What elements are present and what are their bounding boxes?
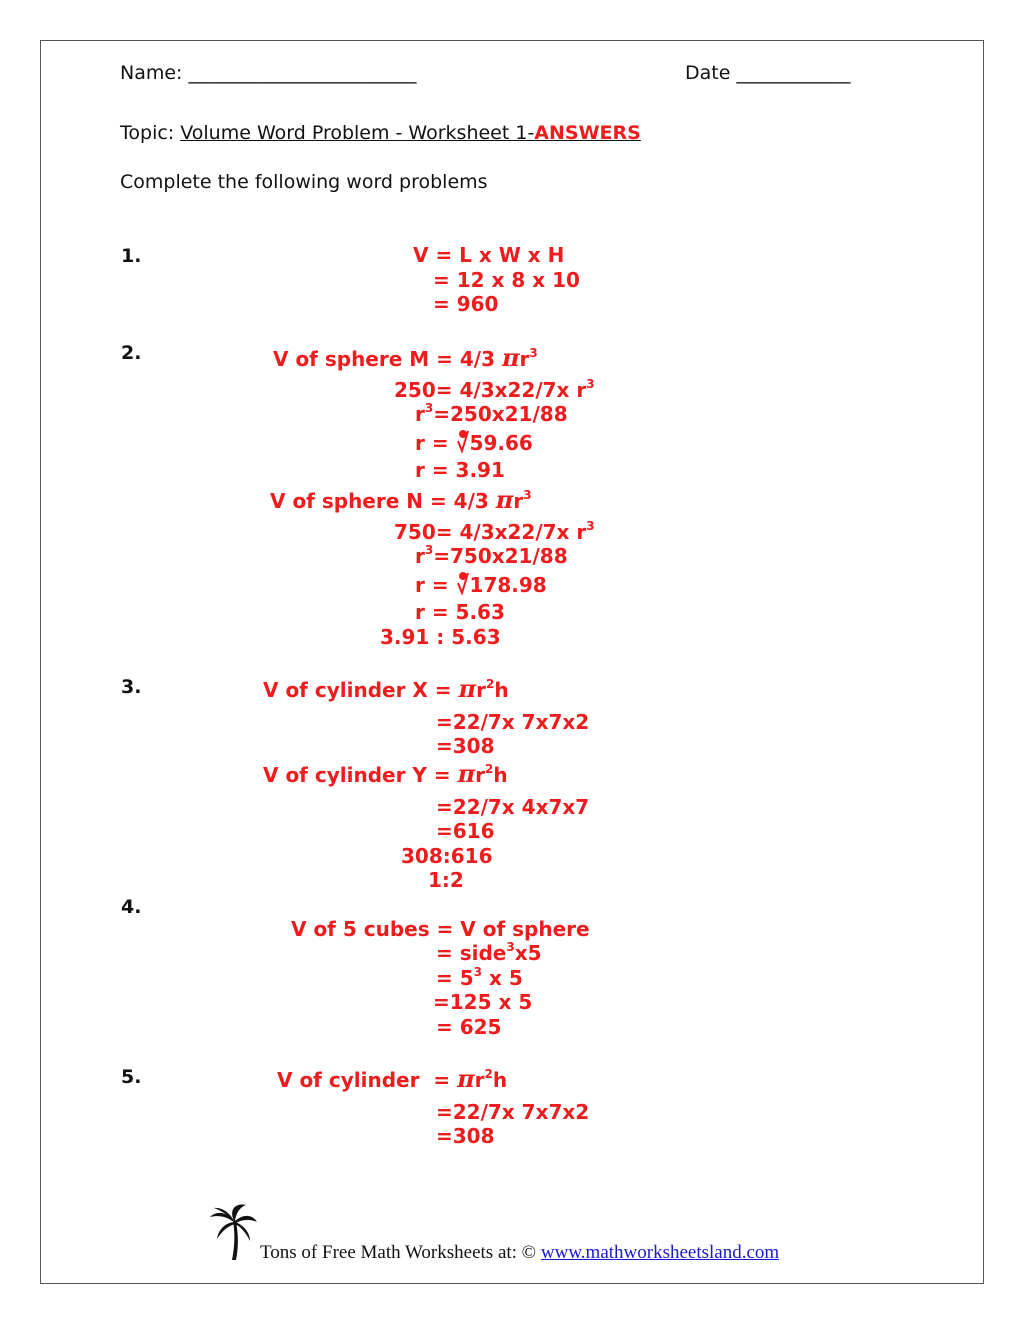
p3-ratio: 308:616 [401, 844, 493, 868]
r-symbol: r [415, 544, 425, 568]
p3-x-label-text: V of cylinder X = [263, 678, 459, 702]
worksheet-border [40, 40, 984, 1284]
topic-title [180, 122, 641, 144]
date-field: Date ____________ [685, 62, 851, 84]
p4-side-mult: x5 [514, 941, 542, 965]
p1-formula: V = L x W x H [413, 243, 565, 267]
exponent: 3 [424, 543, 434, 557]
pi-symbol: π [495, 485, 514, 514]
p2-n-root-value: 178.98 [469, 573, 547, 597]
p5-label-text: V of cylinder = [277, 1068, 458, 1092]
exponent: 3 [506, 940, 515, 954]
footer [260, 1242, 779, 1264]
p3-cylinder-y-label [263, 759, 508, 788]
h-symbol: h [493, 763, 508, 787]
pi-symbol: π [457, 1064, 475, 1093]
answers-label: ANSWERS [534, 122, 641, 144]
p2-m-root-value: 59.66 [469, 431, 533, 455]
r-symbol: r [474, 1068, 485, 1092]
p4-side-cubed [436, 941, 542, 965]
p3-x-calc: =22/7x 7x7x2 [436, 710, 590, 734]
p3-y-result: =616 [436, 819, 495, 843]
p5-result: =308 [436, 1124, 495, 1148]
p4-side-text: = side [436, 941, 507, 965]
p2-m-eq-text: 250= 4/3x22/7x r [394, 378, 587, 402]
exponent: 3 [523, 488, 532, 502]
p3-simplified: 1:2 [428, 868, 464, 892]
exponent: 2 [485, 677, 495, 691]
p3-y-label-text: V of cylinder Y = [263, 763, 458, 787]
p2-m-root-prefix: r = [415, 431, 456, 455]
p4-statement: V of 5 cubes = V of sphere [291, 917, 590, 941]
r-symbol: r [519, 347, 530, 371]
p2-m-r3 [415, 402, 568, 426]
r-symbol: r [415, 402, 425, 426]
exponent: 3 [473, 965, 482, 979]
p2-n-label-text: V of sphere N = 4/3 [270, 489, 496, 513]
problem-number-3: 3. [121, 676, 142, 698]
p2-ratio: 3.91 : 5.63 [380, 625, 501, 649]
p3-y-calc: =22/7x 4x7x7 [436, 795, 590, 819]
p1-result: = 960 [433, 292, 499, 316]
p2-m-label-text: V of sphere M = 4/3 [273, 347, 502, 371]
h-symbol: h [494, 678, 509, 702]
p2-sphere-n-label [270, 485, 532, 514]
pi-symbol: π [458, 674, 477, 703]
topic-line [120, 122, 641, 144]
pi-symbol: π [501, 343, 520, 372]
h-symbol: h [492, 1068, 508, 1092]
name-field: Name: ________________________ [120, 62, 417, 84]
p2-m-radius: r = 3.91 [415, 458, 505, 482]
p1-substitution: = 12 x 8 x 10 [433, 268, 580, 292]
palm-tree-icon [208, 1203, 258, 1261]
exponent: 3 [424, 401, 434, 415]
instructions: Complete the following word problems [120, 171, 488, 193]
problem-number-2: 2. [121, 342, 142, 364]
p2-n-radius: r = 5.63 [415, 600, 505, 624]
p3-x-result: =308 [436, 734, 495, 758]
p2-n-root-prefix: r = [415, 573, 456, 597]
p4-five-mult: x 5 [482, 966, 523, 990]
p2-n-equation [394, 520, 595, 544]
problem-number-5: 5. [121, 1066, 142, 1088]
pi-symbol: π [457, 759, 476, 788]
exponent: 3 [529, 346, 538, 360]
exponent: 3 [586, 377, 595, 391]
problem-number-4: 4. [121, 896, 142, 918]
p2-sphere-m-label [273, 343, 538, 372]
p2-m-equation [394, 378, 595, 402]
footer-link[interactable]: www.mathworksheetsland.com [540, 1242, 780, 1263]
radical-icon [456, 429, 470, 451]
p4-result: = 625 [436, 1015, 502, 1039]
p5-calc: =22/7x 7x7x2 [436, 1100, 590, 1124]
r-symbol: r [476, 678, 486, 702]
p2-n-r3-text: =750x21/88 [433, 544, 568, 568]
p2-m-r3-text: =250x21/88 [433, 402, 568, 426]
r-symbol: r [513, 489, 524, 513]
exponent: 2 [485, 762, 494, 776]
p4-five-cubed [436, 966, 523, 990]
p4-product: =125 x 5 [433, 990, 533, 1014]
topic-title-text: Volume Word Problem - Worksheet 1- [180, 122, 535, 144]
p2-n-r3 [415, 544, 568, 568]
topic-label: Topic: [120, 122, 181, 144]
p3-cylinder-x-label [263, 674, 509, 703]
footer-text: Tons of Free Math Worksheets at: © [260, 1242, 541, 1263]
radical-icon [456, 571, 470, 593]
r-symbol: r [475, 763, 486, 787]
p2-n-eq-text: 750= 4/3x22/7x r [394, 520, 587, 544]
p5-cylinder-label [277, 1064, 508, 1093]
p2-m-root [415, 429, 533, 455]
exponent: 2 [484, 1067, 493, 1081]
exponent: 3 [586, 519, 595, 533]
p4-five-text: = 5 [436, 966, 474, 990]
p2-n-root [415, 571, 547, 597]
problem-number-1: 1. [121, 245, 142, 267]
